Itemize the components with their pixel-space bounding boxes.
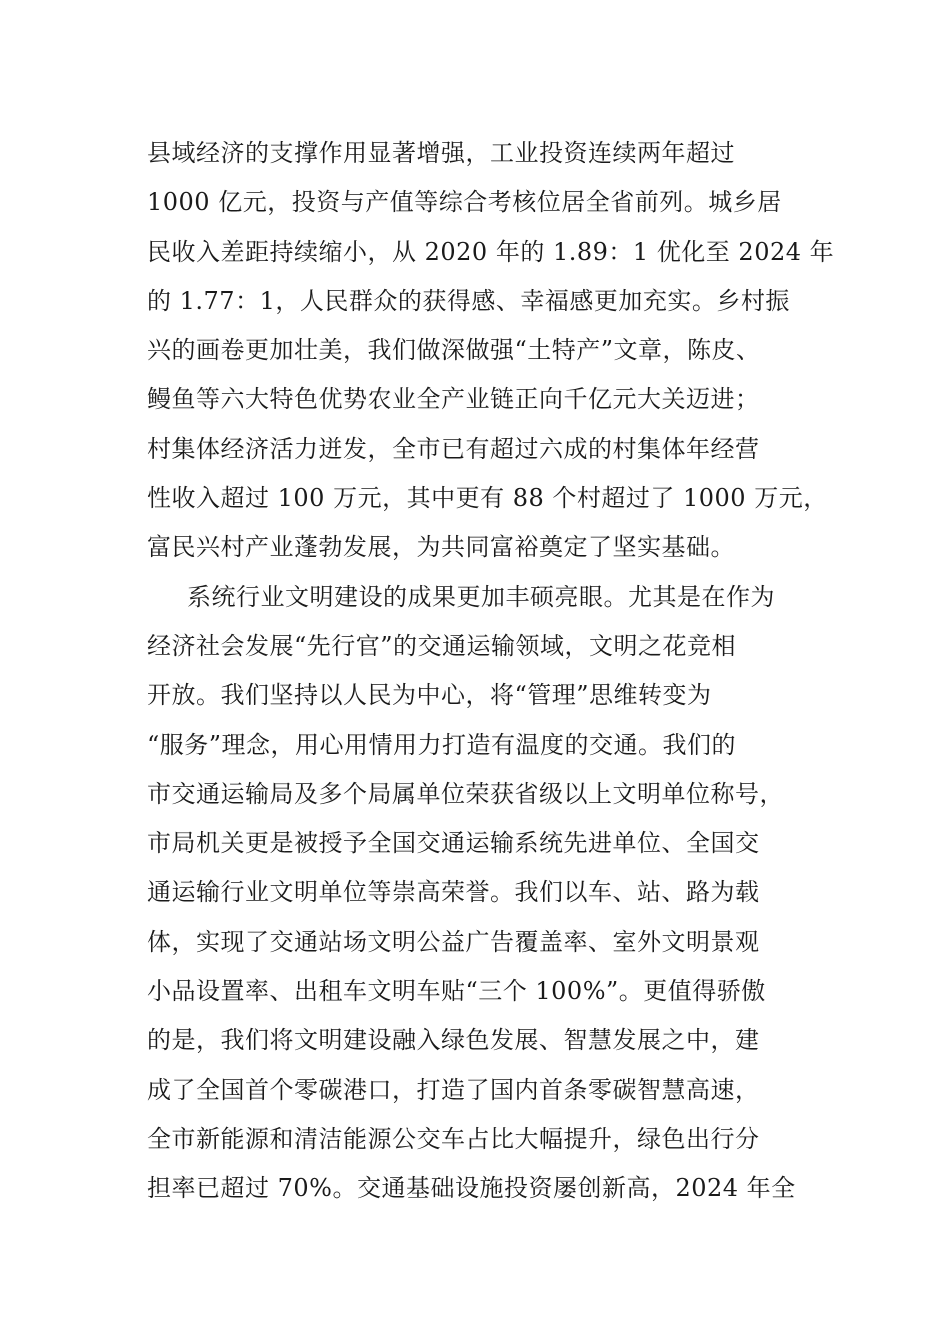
- text-line: 富民兴村产业蓬勃发展，为共同富裕奠定了坚实基础。: [147, 533, 735, 562]
- paragraph-2: [147, 573, 807, 1214]
- text-line: 县域经济的支撑作用显著增强，工业投资连续两年超过: [147, 139, 735, 167]
- text-line: “服务”理念，用心用情用力打造有温度的交通。我们的: [147, 730, 737, 759]
- text-line: 小品设置率、出租车文明车贴“三个 100%”。更值得骄傲: [147, 977, 766, 1006]
- document-body: [147, 129, 835, 1214]
- text-line: 体，实现了交通站场文明公益广告覆盖率、室外文明景观: [147, 927, 760, 956]
- text-line: 通运输行业文明单位等崇高荣誉。我们以车、站、路为载: [147, 878, 760, 907]
- paragraph-1: [147, 129, 835, 573]
- text-line: 的是，我们将文明建设融入绿色发展、智慧发展之中，建: [147, 1026, 760, 1055]
- text-line-indented: 系统行业文明建设的成果更加丰硕亮眼。尤其是在作为: [187, 582, 775, 611]
- text-line: 经济社会发展“先行官”的交通运输领域，文明之花竞相: [147, 631, 737, 660]
- text-line: 市交通运输局及多个局属单位荣获省级以上文明单位称号，: [147, 779, 784, 808]
- text-line: 的 1.77：1，人民群众的获得感、幸福感更加充实。乡村振: [147, 286, 790, 315]
- text-line: 村集体经济活力迸发，全市已有超过六成的村集体年经营: [147, 434, 760, 463]
- text-line: 性收入超过 100 万元，其中更有 88 个村超过了 1000 万元，: [147, 484, 828, 513]
- text-line: 民收入差距持续缩小，从 2020 年的 1.89：1 优化至 2024 年: [147, 237, 835, 266]
- text-line: 担率已超过 70%。交通基础设施投资屡创新高，2024 年全: [147, 1174, 796, 1203]
- text-line: 成了全国首个零碳港口，打造了国内首条零碳智慧高速，: [147, 1075, 760, 1104]
- text-line: 全市新能源和清洁能源公交车占比大幅提升，绿色出行分: [147, 1124, 760, 1153]
- text-line: 兴的画卷更加壮美，我们做深做强“土特产”文章，陈皮、: [147, 336, 761, 365]
- text-line: 鳗鱼等六大特色优势农业全产业链正向千亿元大关迈进；: [147, 385, 760, 414]
- text-line: 开放。我们坚持以人民为中心，将“管理”思维转变为: [147, 681, 712, 710]
- text-line: 1000 亿元，投资与产值等综合考核位居全省前列。城乡居: [147, 188, 782, 217]
- text-line: 市局机关更是被授予全国交通运输系统先进单位、全国交: [147, 829, 760, 858]
